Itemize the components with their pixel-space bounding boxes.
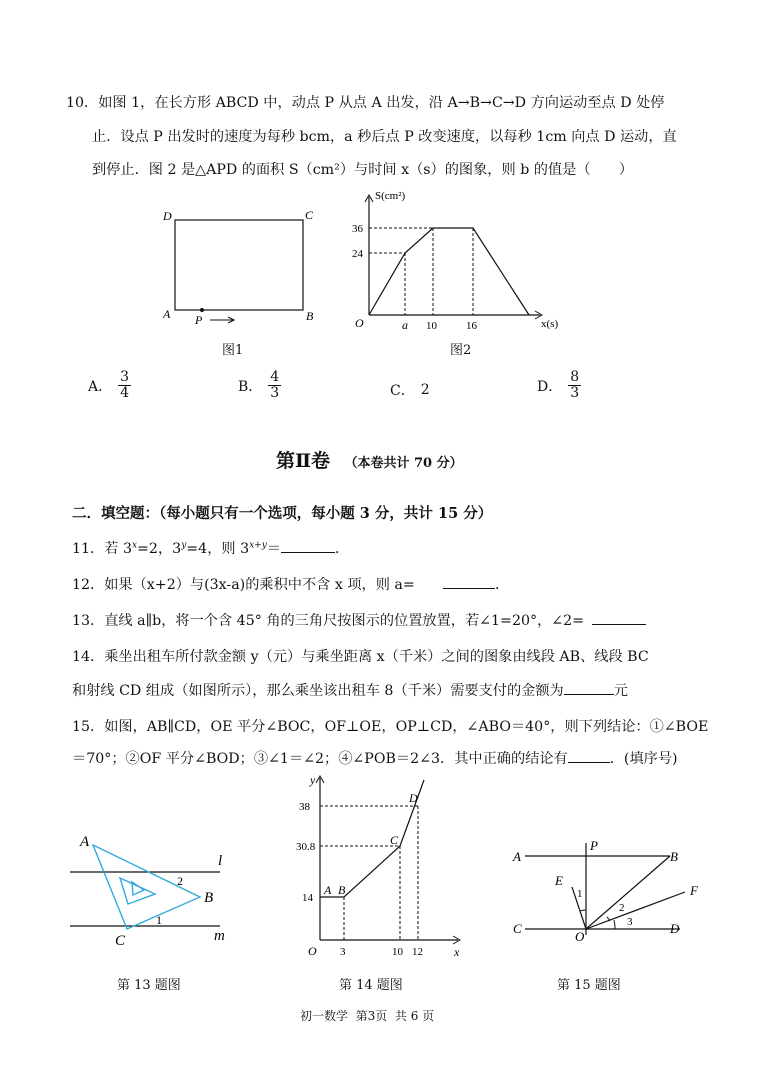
- fig14-label-O: O: [308, 944, 317, 958]
- q10-option-b: [238, 370, 281, 401]
- fig15-angle-3: 3: [627, 916, 633, 928]
- option-b-den: 3: [270, 385, 280, 401]
- fig14-x12: 12: [412, 946, 423, 958]
- q15-answer-blank[interactable]: [568, 750, 610, 763]
- fig13-label-B: B: [204, 890, 214, 906]
- fig15-label-B: B: [670, 849, 678, 864]
- fig15-label-F: F: [690, 883, 698, 898]
- q14-line1: 14．乘坐出租车所付款金额 y（元）与乘坐距离 x（千米）之间的图象由线段 AB、线段 BC: [72, 649, 649, 665]
- q12: [72, 574, 509, 594]
- q11-mid1: =2，3: [137, 541, 182, 557]
- option-a-den: 4: [120, 385, 130, 401]
- option-c-label: C．: [390, 383, 415, 399]
- fig14-x3: 3: [340, 946, 346, 958]
- option-a-label: A．: [88, 378, 113, 395]
- fig13-angle-2: 2: [177, 874, 183, 888]
- fig1-label-D: D: [163, 209, 172, 223]
- q11: [72, 538, 349, 558]
- fig15-angle-2: 2: [619, 902, 625, 914]
- section2-heading: 二．填空题：（每小题只有一个选项，每小题 3 分，共计 15 分）: [72, 505, 493, 522]
- fig15-label-D: D: [670, 921, 680, 936]
- fig15-label-E: E: [555, 873, 563, 888]
- option-b-label: B．: [238, 378, 263, 395]
- fig13-triangle-inner: [120, 878, 155, 904]
- option-c-value: 2: [420, 382, 430, 398]
- option-a-fraction: [118, 370, 131, 401]
- q11-post: ＝: [266, 541, 282, 557]
- q14-line2-row: [72, 680, 628, 700]
- fig14-y14: 14: [302, 892, 313, 904]
- option-d-label: D．: [537, 378, 563, 395]
- q14-line2: 和射线 CD 组成（如图所示），那么乘坐该出租车 8（千米）需要支付的金额为: [72, 683, 564, 699]
- fig13-caption: 第 13 题图: [117, 978, 181, 993]
- q10-line2: 止．设点 P 出发时的速度为每秒 bcm，a 秒后点 P 改变速度，以每秒 1cm 向点 D 运动，直: [92, 129, 677, 145]
- option-b-num: 4: [270, 369, 280, 385]
- q12-answer-blank[interactable]: [443, 576, 495, 589]
- fig14-label-B: B: [338, 883, 346, 897]
- fig13-label-C: C: [115, 933, 126, 949]
- q15-tail: ．(填序号): [609, 751, 678, 767]
- fig2-xlabel: x(s): [541, 318, 559, 330]
- fig14-caption: 第 14 题图: [339, 978, 403, 993]
- q15-line2: ＝70°；②OF 平分∠BOD；③∠1＝∠2；④∠POB＝2∠3．其中正确的结论有: [72, 751, 568, 767]
- part2-title: 第Ⅱ卷: [276, 450, 331, 472]
- fig2-xa: a: [402, 318, 408, 332]
- option-b-fraction: [268, 370, 281, 401]
- q12-text: 12．如果（x+2）与(3x-a)的乘积中不含 x 项，则 a=: [72, 577, 429, 593]
- fig2-origin: O: [355, 316, 364, 330]
- q10-line3: 到停止．图 2 是△APD 的面积 S（cm²）与时间 x（s）的图象，则 b 的值是（ ）: [92, 162, 634, 178]
- fig15-angle-1: 1: [577, 888, 583, 900]
- q11-exp-x: x: [131, 540, 138, 551]
- fig14-y30-8: 30.8: [296, 841, 316, 853]
- part2-subtitle: （本卷共计 70 分）: [344, 456, 463, 471]
- q11-exp-y: y: [181, 540, 187, 551]
- fig2-y24: 24: [352, 248, 363, 260]
- fig14: [296, 772, 476, 967]
- fig13-triangle-outer: [93, 845, 200, 929]
- q10-option-a: [88, 370, 131, 401]
- fig13-label-l: l: [218, 853, 223, 869]
- fig13: [70, 830, 250, 950]
- fig13-angle-1: 1: [156, 913, 162, 927]
- q13-answer-blank[interactable]: [592, 612, 646, 625]
- q12-end: ．: [494, 577, 510, 593]
- fig2-ylabel: S(cm²): [375, 190, 406, 202]
- fig2-x16: 16: [466, 320, 477, 332]
- page-footer: 初一数学 第3页 共 6 页: [300, 1009, 435, 1023]
- fig13-label-A: A: [80, 834, 90, 850]
- q14-unit: 元: [613, 683, 628, 699]
- fig14-label-A: A: [324, 883, 332, 897]
- q10-line1: 10．如图 1，在长方形 ABCD 中，动点 P 从点 A 出发，沿 A→B→C→D 方向运动至点 D 处停: [66, 95, 665, 111]
- q11-end: ．: [335, 541, 350, 557]
- q11-pre: 11．若 3: [72, 541, 132, 557]
- q13-text: 13．直线 a∥b，将一个含 45° 角的三角尺按图示的位置放置，若∠1=20°，∠2=: [72, 613, 585, 629]
- fig2-caption: 图2: [450, 343, 472, 358]
- q10-option-c: [390, 380, 430, 400]
- part2-heading: [276, 446, 463, 473]
- fig1-label-P: P: [195, 313, 203, 327]
- fig14-y38: 38: [299, 801, 310, 813]
- q13: [72, 610, 646, 630]
- fig13-label-m: m: [214, 928, 225, 944]
- fig14-x10: 10: [392, 946, 403, 958]
- q11-exp-xy: x+y: [249, 540, 267, 551]
- fig1-label-A: A: [163, 307, 171, 321]
- fig1-label-C: C: [305, 208, 314, 222]
- option-d-fraction: [568, 370, 581, 401]
- fig1-caption: 图1: [222, 343, 244, 358]
- fig2-y36: 36: [352, 223, 363, 235]
- q10-figure2: [345, 185, 585, 345]
- fig14-label-x: x: [454, 945, 460, 959]
- fig15: [505, 835, 715, 945]
- q15-line2-row: [72, 748, 678, 768]
- fig15-label-C: C: [513, 921, 522, 936]
- fig14-label-C: C: [390, 833, 399, 847]
- fig15-caption: 第 15 题图: [557, 978, 621, 993]
- fig15-label-O: O: [575, 929, 585, 944]
- option-d-den: 3: [570, 385, 580, 401]
- fig15-label-P: P: [590, 838, 598, 853]
- fig2-x10: 10: [426, 320, 437, 332]
- fig14-label-y: y: [310, 773, 316, 787]
- fig15-label-A: A: [513, 849, 521, 864]
- q10-figure1: [155, 200, 325, 360]
- fig14-label-D: D: [409, 791, 418, 805]
- q15-line1: 15．如图，AB∥CD，OE 平分∠BOC，OF⊥OE，OP⊥CD，∠ABO＝40°，则下列结论：①∠BOE: [72, 719, 709, 735]
- q11-mid2: =4，则 3: [186, 541, 250, 557]
- q11-answer-blank[interactable]: [281, 540, 335, 553]
- fig1-label-B: B: [306, 309, 314, 323]
- q10-option-d: [537, 370, 581, 401]
- option-a-num: 3: [120, 369, 130, 385]
- option-d-num: 8: [570, 369, 580, 385]
- q14-answer-blank[interactable]: [564, 682, 614, 695]
